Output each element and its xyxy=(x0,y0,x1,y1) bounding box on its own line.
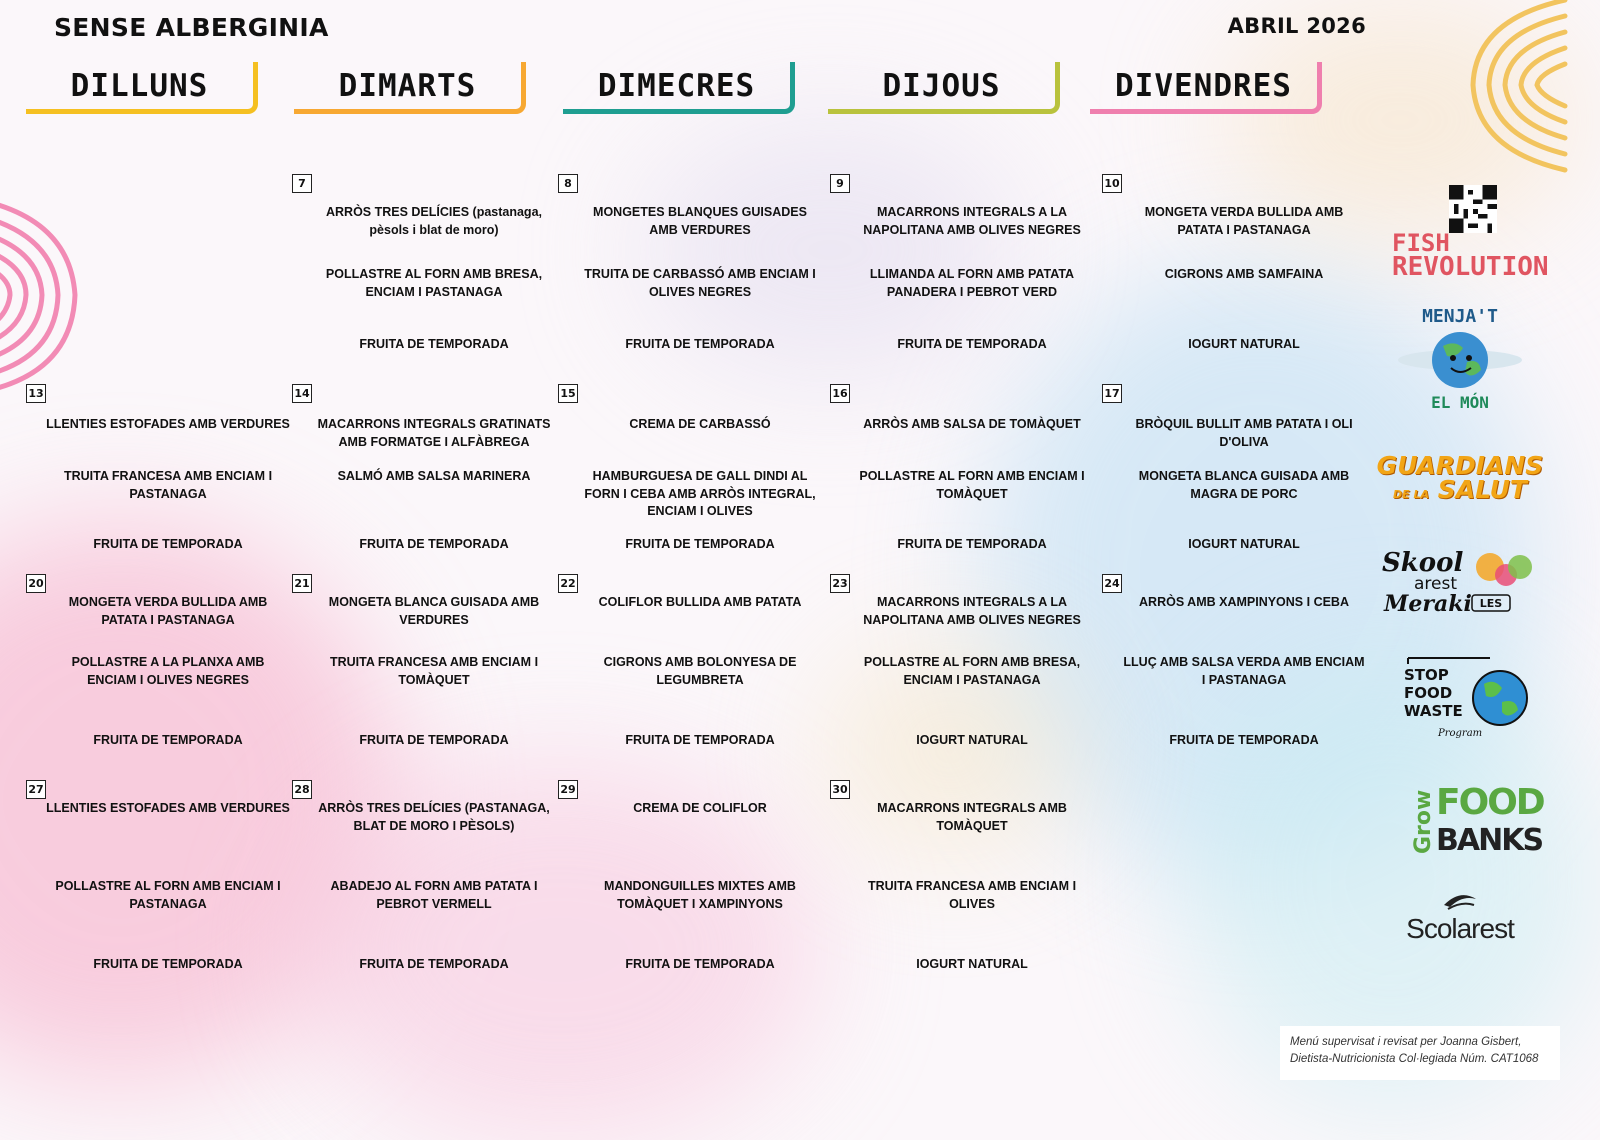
skool-logo-word3: Meraki xyxy=(1384,591,1472,617)
menu-day-cell xyxy=(292,780,552,986)
dish-dessert: FRUITA DE TEMPORADA xyxy=(359,733,509,747)
menu-day-cell xyxy=(558,780,818,986)
scolarest-logo xyxy=(1370,890,1550,946)
dish-second-course: ABADEJO AL FORN AMB PATATA I PEBROT VERMELL xyxy=(330,879,538,911)
dish-first-course: BRÒQUIL BULLIT AMB PATATA I OLI D'OLIVA xyxy=(1135,417,1353,449)
dish-second-course: MANDONGUILLES MIXTES AMB TOMÀQUET I XAMPINYONS xyxy=(604,879,796,911)
dish-first-course: MONGETA VERDA BULLIDA AMB PATATA I PASTANAGA xyxy=(1144,205,1344,237)
day-number: 16 xyxy=(830,384,850,403)
weekday-header-dimarts: DIMARTS xyxy=(294,62,526,114)
fish-logo-line2: REVOLUTION xyxy=(1392,252,1549,282)
scolarest-swoosh-icon xyxy=(1440,891,1480,913)
dish-second-course: CIGRONS AMB BOLONYESA DE LEGUMBRETA xyxy=(603,655,797,687)
day-number: 7 xyxy=(292,174,312,193)
dish-first-course: MACARRONS INTEGRALS A LA NAPOLITANA AMB OLIVES NEGRES xyxy=(863,205,1081,237)
menu-day-cell xyxy=(26,384,290,590)
menu-day-cell xyxy=(830,574,1090,780)
menu-day-cell xyxy=(1102,384,1362,590)
menu-day-cell xyxy=(830,174,1090,380)
stop-logo-line3: WASTE xyxy=(1404,702,1463,720)
menu-day-cell xyxy=(292,384,552,590)
dish-second-course: TRUITA FRANCESA AMB ENCIAM I TOMÀQUET xyxy=(329,655,539,687)
day-number: 30 xyxy=(830,780,850,799)
menja-logo-line2: EL MÓN xyxy=(1431,393,1489,412)
globe-icon xyxy=(1385,302,1535,414)
dish-dessert: FRUITA DE TEMPORADA xyxy=(897,337,1047,351)
menu-day-cell xyxy=(558,574,818,780)
day-number: 15 xyxy=(558,384,578,403)
fingerprint-yellow-icon xyxy=(1455,0,1565,180)
menu-title: SENSE ALBERGINIA xyxy=(54,13,329,42)
dish-second-course: LLIMANDA AL FORN AMB PATATA PANADERA I PEBROT VERD xyxy=(869,267,1075,299)
dish-dessert: IOGURT NATURAL xyxy=(916,957,1028,971)
dish-first-course: MACARRONS INTEGRALS GRATINATS AMB FORMATGE I ALFÀBREGA xyxy=(317,417,551,449)
fish-logo-line1: FISH xyxy=(1392,229,1450,257)
stop-logo-line1: STOP xyxy=(1404,666,1449,684)
day-number: 23 xyxy=(830,574,850,593)
dish-first-course: ARRÒS TRES DELÍCIES (pastanaga, pèsols i blat de moro) xyxy=(325,205,542,237)
menu-day-cell xyxy=(1102,574,1365,780)
menu-day-cell xyxy=(830,780,1090,986)
dish-second-course: POLLASTRE AL FORN AMB BRESA, ENCIAM I PASTANAGA xyxy=(325,267,543,299)
grow-logo-word2: FOOD xyxy=(1436,782,1544,823)
weekday-header-dijous: DIJOUS xyxy=(828,62,1060,114)
day-number: 9 xyxy=(830,174,850,193)
dish-second-course: POLLASTRE AL FORN AMB ENCIAM I TOMÀQUET xyxy=(859,469,1085,501)
fingerprint-pink-icon xyxy=(0,180,100,410)
skool-logo-badge: LES xyxy=(1479,597,1503,610)
guardians-logo-line1: GUARDIANS xyxy=(1376,450,1544,480)
stop-logo-line2: FOOD xyxy=(1404,684,1453,702)
dish-second-course: SALMÓ AMB SALSA MARINERA xyxy=(337,469,531,483)
dish-dessert: FRUITA DE TEMPORADA xyxy=(897,537,1047,551)
weekday-header-dilluns: DILLUNS xyxy=(26,62,258,114)
day-number: 21 xyxy=(292,574,312,593)
dish-dessert: FRUITA DE TEMPORADA xyxy=(625,733,775,747)
fish-revolution-logo xyxy=(1370,222,1572,288)
dish-first-course: ARRÒS AMB XAMPINYONS I CEBA xyxy=(1139,595,1349,609)
day-number: 22 xyxy=(558,574,578,593)
menu-day-cell xyxy=(558,384,818,590)
dish-second-course: POLLASTRE A LA PLANXA AMB ENCIAM I OLIVES NEGRES xyxy=(71,655,265,687)
dish-second-course: TRUITA FRANCESA AMB ENCIAM I PASTANAGA xyxy=(63,469,273,501)
grow-food-banks-logo xyxy=(1370,776,1550,856)
month-label: ABRIL 2026 xyxy=(1227,14,1366,38)
dish-first-course: COLIFLOR BULLIDA AMB PATATA xyxy=(598,595,802,609)
dish-dessert: IOGURT NATURAL xyxy=(1188,337,1300,351)
dish-first-course: ARRÒS TRES DELÍCIES (PASTANAGA, BLAT DE MORO I PÈSOLS) xyxy=(318,801,550,833)
dish-first-course: LLENTIES ESTOFADES AMB VERDURES xyxy=(46,801,290,815)
grow-logo-word3: BANKS xyxy=(1436,823,1543,858)
day-number: 28 xyxy=(292,780,312,799)
dish-first-course: CREMA DE COLIFLOR xyxy=(633,801,767,815)
weekday-header-dimecres: DIMECRES xyxy=(563,62,795,114)
dish-first-course: MONGETA VERDA BULLIDA AMB PATATA I PASTANAGA xyxy=(68,595,268,627)
menja-el-mon-logo xyxy=(1370,302,1550,414)
dish-dessert: FRUITA DE TEMPORADA xyxy=(359,537,509,551)
dish-dessert: FRUITA DE TEMPORADA xyxy=(625,337,775,351)
skoolarest-meraki-logo xyxy=(1370,545,1550,617)
dish-dessert: FRUITA DE TEMPORADA xyxy=(93,957,243,971)
day-number: 8 xyxy=(558,174,578,193)
day-number: 14 xyxy=(292,384,312,403)
stop-logo-line4: Program xyxy=(1438,728,1483,739)
dish-dessert: FRUITA DE TEMPORADA xyxy=(625,957,775,971)
dish-second-course: MONGETA BLANCA GUISADA AMB MAGRA DE PORC xyxy=(1138,469,1350,501)
weekday-header-divendres: DIVENDRES xyxy=(1090,62,1322,114)
grow-logo-word1: Grow xyxy=(1411,789,1436,854)
guardians-logo-line2: DE LA SALUT xyxy=(1393,474,1527,504)
skool-logo-word2: arest xyxy=(1414,574,1458,594)
dish-dessert: FRUITA DE TEMPORADA xyxy=(359,957,509,971)
dish-first-course: LLENTIES ESTOFADES AMB VERDURES xyxy=(46,417,290,431)
dish-second-course: LLUÇ AMB SALSA VERDA AMB ENCIAM I PASTANAGA xyxy=(1123,655,1365,687)
day-number: 20 xyxy=(26,574,46,593)
dish-second-course: POLLASTRE AL FORN AMB ENCIAM I PASTANAGA xyxy=(55,879,281,911)
dish-first-course: MACARRONS INTEGRALS A LA NAPOLITANA AMB OLIVES NEGRES xyxy=(863,595,1081,627)
dish-dessert: FRUITA DE TEMPORADA xyxy=(93,537,243,551)
menu-day-cell xyxy=(1102,174,1362,380)
dish-second-course: CIGRONS AMB SAMFAINA xyxy=(1164,267,1324,281)
footnote-line2: Dietista-Nutricionista Col·legiada Núm. CAT1068 xyxy=(1290,1053,1539,1065)
nutritionist-footnote xyxy=(1280,1026,1560,1080)
menu-day-cell xyxy=(292,174,552,380)
dish-second-course: HAMBURGUESA DE GALL DINDI AL FORN I CEBA AMB ARRÒS INTEGRAL, ENCIAM I OLIVES xyxy=(584,469,816,518)
dish-dessert: FRUITA DE TEMPORADA xyxy=(93,733,243,747)
day-number: 24 xyxy=(1102,574,1122,593)
dish-first-course: MACARRONS INTEGRALS AMB TOMÀQUET xyxy=(877,801,1067,833)
menja-logo-line1: MENJA'T xyxy=(1422,306,1498,327)
dish-dessert: FRUITA DE TEMPORADA xyxy=(625,537,775,551)
dish-second-course: TRUITA FRANCESA AMB ENCIAM I OLIVES xyxy=(867,879,1077,911)
menu-day-cell xyxy=(830,384,1090,590)
day-number: 10 xyxy=(1102,174,1122,193)
footnote-line1: Menú supervisat i revisat per Joanna Gisbert, xyxy=(1290,1036,1522,1048)
guardians-salut-logo xyxy=(1370,448,1550,512)
dish-first-course: CREMA DE CARBASSÓ xyxy=(629,417,771,431)
scolarest-logo-text: Scolarest xyxy=(1406,913,1514,944)
day-number: 17 xyxy=(1102,384,1122,403)
day-number: 13 xyxy=(26,384,46,403)
dish-second-course: TRUITA DE CARBASSÓ AMB ENCIAM I OLIVES NEGRES xyxy=(584,267,816,299)
dish-dessert: IOGURT NATURAL xyxy=(1188,537,1300,551)
dish-dessert: IOGURT NATURAL xyxy=(916,733,1028,747)
dish-dessert: FRUITA DE TEMPORADA xyxy=(1169,733,1319,747)
menu-day-cell xyxy=(26,574,286,780)
day-number: 29 xyxy=(558,780,578,799)
menu-day-cell xyxy=(558,174,818,380)
skool-logo-word1: Skool xyxy=(1382,548,1464,578)
dish-dessert: FRUITA DE TEMPORADA xyxy=(359,337,509,351)
dish-second-course: POLLASTRE AL FORN AMB BRESA, ENCIAM I PASTANAGA xyxy=(863,655,1081,687)
menu-day-cell xyxy=(292,574,552,780)
stop-food-waste-logo xyxy=(1370,656,1550,740)
dish-first-course: MONGETES BLANQUES GUISADES AMB VERDURES xyxy=(593,205,807,237)
dish-first-course: MONGETA BLANCA GUISADA AMB VERDURES xyxy=(328,595,540,627)
dish-first-course: ARRÒS AMB SALSA DE TOMÀQUET xyxy=(863,417,1081,431)
menu-day-cell xyxy=(26,780,290,986)
day-number: 27 xyxy=(26,780,46,799)
